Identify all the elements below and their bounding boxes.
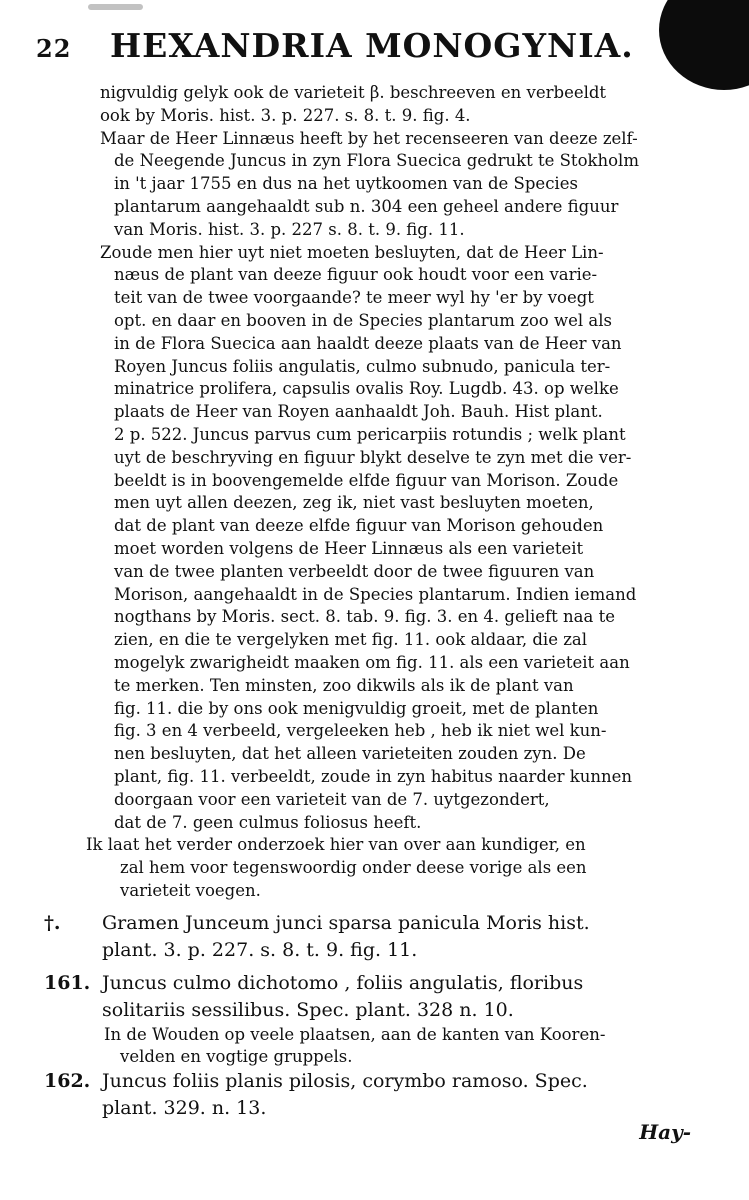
text-line: van de twee planten verbeeldt door de twee figuuren van bbox=[114, 561, 595, 581]
text-line: teit van de twee voorgaande? te meer wyl hy 'er by voegt bbox=[114, 288, 594, 308]
text-line: te merken. Ten minsten, zoo dikwils als ik de plant van bbox=[114, 675, 574, 695]
note-line: velden en vogtige gruppels. bbox=[120, 1047, 353, 1066]
text-line: 2 p. 522. Juncus parvus cum pericarpiis rotundis ; welk plant bbox=[114, 424, 626, 444]
text-line: plantarum aangehaaldt sub n. 304 een geheel andere figuur bbox=[114, 196, 619, 216]
text-line: nogthans by Moris. sect. 8. tab. 9. fig. 3. en 4. gelieft naa te bbox=[114, 607, 615, 627]
text-line: mogelyk zwarigheidt maaken om fig. 11. als een varieteit aan bbox=[114, 652, 630, 672]
ink-smudge bbox=[88, 4, 143, 10]
text-line: ook by Moris. hist. 3. p. 227. s. 8. t. 9. fig. 4. bbox=[100, 105, 471, 125]
text-line: in de Flora Suecica aan haaldt deeze plaats van de Heer van bbox=[114, 333, 622, 353]
text-line: uyt de beschryving en figuur blykt deselve te zyn met die ver- bbox=[114, 447, 632, 467]
text-line: fig. 3 en 4 verbeeld, vergeleeken heb , heb ik niet wel kun- bbox=[114, 721, 607, 741]
text-line: Maar de Heer Linnæus heeft by het recenseeren van deeze zelf- bbox=[100, 128, 638, 148]
entry-line: Juncus culmo dichotomo , foliis angulatis, floribus bbox=[102, 972, 584, 994]
text-line: Zoude men hier uyt niet moeten besluyten, dat de Heer Lin- bbox=[100, 242, 604, 262]
text-line: beeldt is in boovengemelde elfde figuur van Morison. Zoude bbox=[114, 470, 619, 490]
text-line: moet worden volgens de Heer Linnæus als een varieteit bbox=[114, 538, 584, 558]
commentary-paragraph bbox=[100, 82, 700, 834]
text-line: Ik laat het verder onderzoek hier van over aan kundiger, en bbox=[86, 835, 586, 855]
entry-mark: †. bbox=[44, 912, 61, 934]
text-line: varieteit voegen. bbox=[120, 880, 261, 900]
entry-line: solitariis sessilibus. Spec. plant. 328 n. 10. bbox=[102, 999, 514, 1021]
section-title: HEXANDRIA MONOGYNIA. bbox=[110, 26, 634, 65]
page-number: 22 bbox=[36, 34, 72, 63]
text-line: plant, fig. 11. verbeeldt, zoude in zyn habitus naarder kunnen bbox=[114, 766, 633, 786]
entry-number: 162. bbox=[44, 1070, 91, 1092]
species-entry-162 bbox=[44, 1068, 700, 1122]
text-line: de Neegende Juncus in zyn Flora Suecica gedrukt te Stokholm bbox=[114, 151, 639, 171]
species-entry-161 bbox=[44, 970, 700, 1068]
text-line: Royen Juncus foliis angulatis, culmo subnudo, panicula ter- bbox=[114, 356, 611, 376]
text-line: nigvuldig gelyk ook de varieteit β. beschreeven en verbeeldt bbox=[100, 83, 607, 102]
species-entry-dagger bbox=[44, 910, 700, 964]
catchword: Hay- bbox=[639, 1120, 691, 1144]
note-line: In de Wouden op veele plaatsen, aan de kanten van Kooren- bbox=[104, 1025, 606, 1044]
closing-paragraph bbox=[86, 834, 700, 902]
text-line: in 't jaar 1755 en dus na het uytkoomen van de Species bbox=[114, 174, 578, 194]
text-line: Morison, aangehaaldt in de Species plantarum. Indien iemand bbox=[114, 584, 637, 604]
text-line: fig. 11. die by ons ook menigvuldig groeit, met de planten bbox=[114, 698, 599, 718]
text-line: næus de plant van deeze figuur ook houdt voor een varie- bbox=[114, 265, 598, 285]
habitat-note bbox=[44, 1024, 700, 1068]
text-line: zal hem voor tegenswoordig onder deese vorige als een bbox=[120, 858, 587, 878]
text-line: plaats de Heer van Royen aanhaaldt Joh. Bauh. Hist plant. bbox=[114, 402, 603, 422]
text-line: van Moris. hist. 3. p. 227 s. 8. t. 9. fig. 11. bbox=[114, 219, 465, 239]
entry-line: Gramen Junceum junci sparsa panicula Moris hist. bbox=[102, 912, 590, 934]
text-line: doorgaan voor een varieteit van de 7. uytgezondert, bbox=[114, 789, 550, 809]
running-header bbox=[36, 26, 696, 69]
text-line: opt. en daar en booven in de Species plantarum zoo wel als bbox=[114, 310, 612, 330]
entry-line: Juncus foliis planis pilosis, corymbo ramoso. Spec. bbox=[102, 1070, 588, 1092]
text-line: dat de 7. geen culmus foliosus heeft. bbox=[114, 812, 422, 832]
entry-number: 161. bbox=[44, 972, 91, 994]
text-line: nen besluyten, dat het alleen varieteiten zouden zyn. De bbox=[114, 744, 586, 764]
text-line: zien, en die te vergelyken met fig. 11. ook aldaar, die zal bbox=[114, 630, 588, 650]
text-line: men uyt allen deezen, zeg ik, niet vast besluyten moeten, bbox=[114, 493, 594, 513]
text-line: dat de plant van deeze elfde figuur van Morison gehouden bbox=[114, 516, 604, 536]
main-text bbox=[86, 82, 700, 903]
entry-line: plant. 329. n. 13. bbox=[102, 1097, 267, 1119]
entry-line: plant. 3. p. 227. s. 8. t. 9. fig. 11. bbox=[102, 939, 418, 961]
text-line: minatrice prolifera, capsulis ovalis Roy. Lugdb. 43. op welke bbox=[114, 379, 619, 399]
